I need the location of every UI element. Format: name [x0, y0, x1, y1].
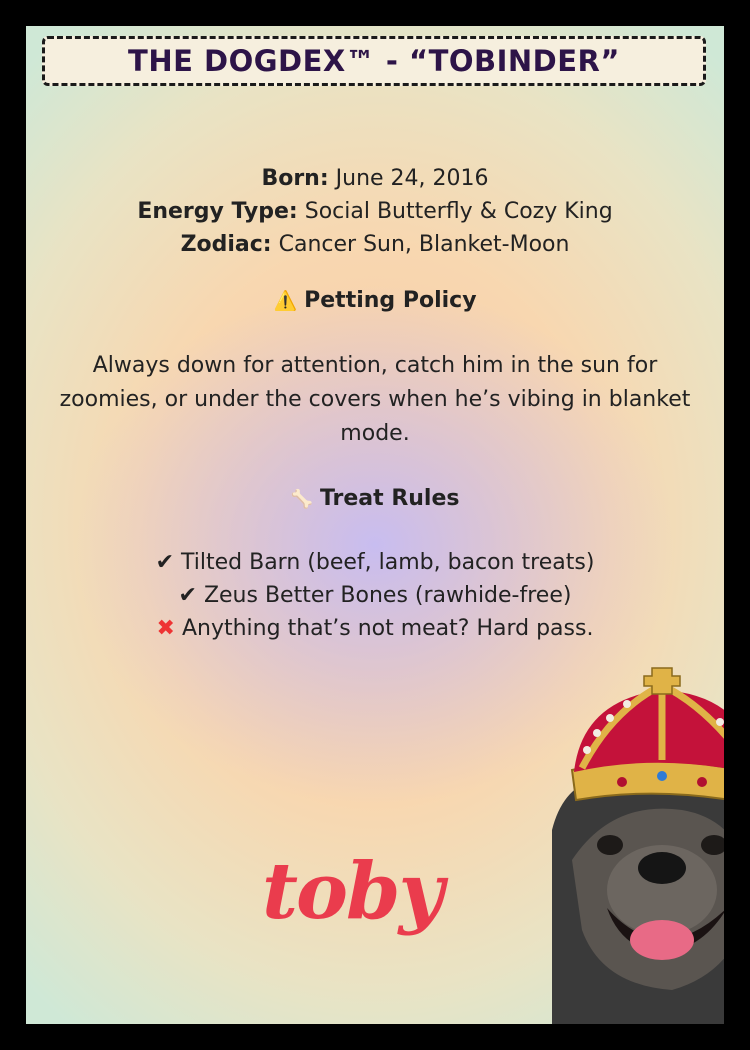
treat-heading-text: Treat Rules	[319, 486, 460, 511]
petting-text: Always down for attention, catch him in the sun for zoomies, or under the covers when he’s vibing in blanket mode.	[59, 353, 691, 446]
crowned-dog-image	[552, 640, 724, 1024]
page-title: THE DOGDEX™ - “TOBINDER”	[128, 44, 620, 78]
profile-section	[26, 162, 724, 261]
energy-value: Social Butterfly & Cozy King	[304, 199, 613, 224]
treat-text: Zeus Better Bones (rawhide-free)	[203, 583, 572, 608]
warning-icon: ⚠️	[273, 290, 298, 312]
bone-icon: 🦴	[290, 489, 313, 510]
list-item	[26, 579, 724, 612]
treat-text: Tilted Barn (beef, lamb, bacon treats)	[181, 550, 595, 575]
born-label: Born:	[261, 166, 329, 191]
title-banner	[42, 36, 706, 86]
treat-heading	[26, 482, 724, 516]
born-value: June 24, 2016	[335, 166, 489, 191]
energy-line	[26, 195, 724, 228]
cross-icon: ✖	[156, 616, 175, 641]
petting-heading	[26, 284, 724, 318]
treat-list	[26, 546, 724, 645]
list-item	[26, 546, 724, 579]
treat-text: Anything that’s not meat? Hard pass.	[181, 616, 594, 641]
petting-heading-text: Petting Policy	[304, 288, 477, 313]
check-icon: ✔	[155, 550, 174, 575]
signature: toby	[262, 846, 442, 937]
zodiac-value: Cancer Sun, Blanket-Moon	[278, 232, 570, 257]
zodiac-label: Zodiac:	[180, 232, 272, 257]
energy-label: Energy Type:	[137, 199, 298, 224]
born-line	[26, 162, 724, 195]
check-icon: ✔	[178, 583, 197, 608]
dogdex-card	[26, 26, 724, 1024]
zodiac-line	[26, 228, 724, 261]
